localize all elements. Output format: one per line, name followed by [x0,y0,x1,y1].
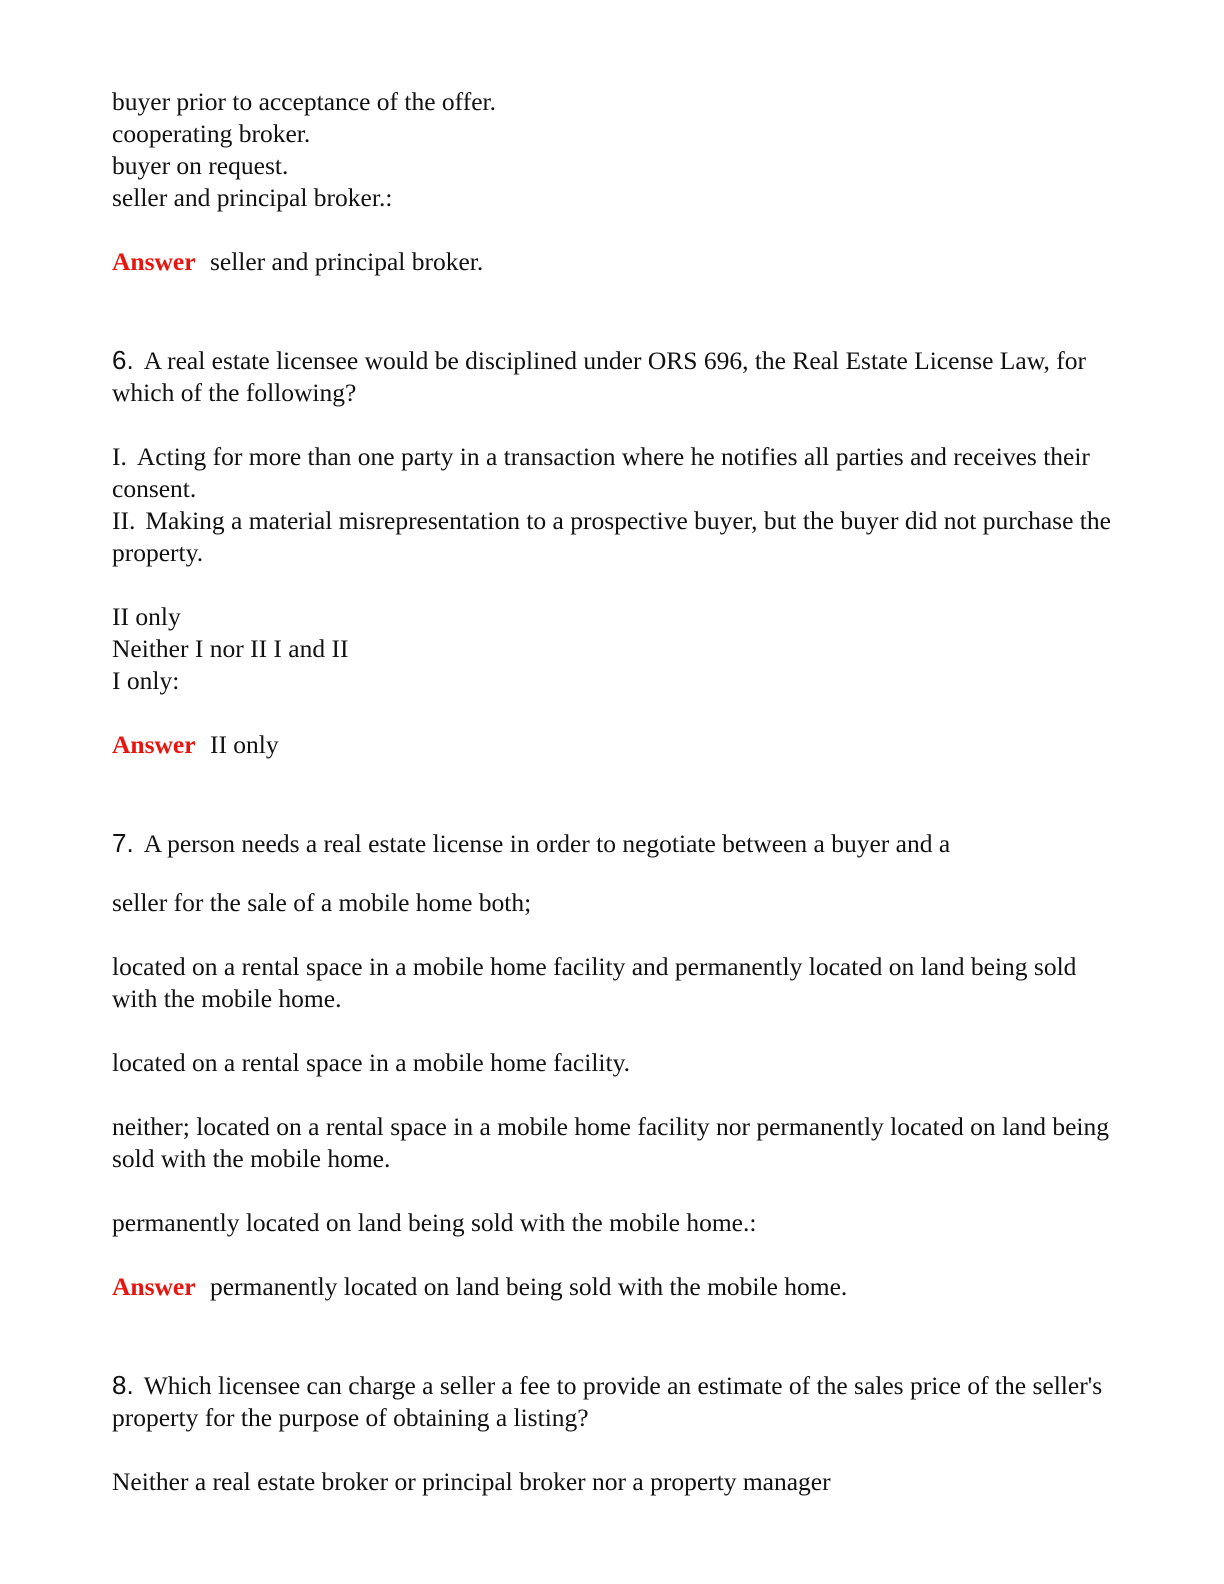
q7-answer [112,1271,1122,1303]
q7-question [112,827,1122,860]
document-page [112,86,1122,1498]
answer-label: Answer [112,247,196,276]
q8-option: Neither a real estate broker or principal broker nor a property manager [112,1467,831,1496]
q6-question [112,344,1122,409]
statement-text: Making a material misrepresentation to a prospective buyer, but the buyer did not purchase the property. [112,506,1111,567]
q5-option: cooperating broker. [112,119,311,148]
q5-option: buyer prior to acceptance of the offer. [112,87,496,116]
q7-question-continued: seller for the sale of a mobile home both; [112,888,532,917]
answer-text: II only [209,730,279,759]
question-number: 8. [112,1370,134,1400]
answer-label: Answer [112,1272,196,1301]
question-text: A person needs a real estate license in order to negotiate between a buyer and a [143,829,951,858]
question-text: A real estate licensee would be disciplined under ORS 696, the Real Estate License Law, for which of the following? [112,346,1086,407]
q6-option: II only [112,602,181,631]
q6-option: Neither I nor II I and II [112,634,349,663]
q8-question [112,1369,1122,1434]
question-text: Which licensee can charge a seller a fee to provide an estimate of the sales price of the seller's property for the purpose of obtaining a listing? [112,1371,1103,1432]
q6-statement [112,441,1122,505]
q5-option: seller and principal broker.: [112,183,393,212]
q7-option: permanently located on land being sold with the mobile home.: [112,1208,757,1237]
q6-statement [112,505,1122,569]
statement-text: Acting for more than one party in a transaction where he notifies all parties and receives their consent. [112,442,1090,503]
q6-option: I only: [112,666,180,695]
answer-text: permanently located on land being sold with the mobile home. [209,1272,848,1301]
answer-text: seller and principal broker. [209,247,484,276]
q6-answer [112,729,1122,761]
q5-option: buyer on request. [112,151,289,180]
q5-answer [112,246,1122,278]
question-number: 6. [112,345,134,375]
q6-options [112,601,1122,697]
q7-option: located on a rental space in a mobile home facility and permanently located on land being sold with the mobile home. [112,952,1077,1013]
question-number: 7. [112,828,134,858]
answer-label: Answer [112,730,196,759]
statement-numeral: II. [112,506,136,535]
statement-numeral: I. [112,442,127,471]
q7-option: located on a rental space in a mobile home facility. [112,1048,631,1077]
q6-statements [112,441,1122,569]
q5-options [112,86,1122,214]
q7-option: neither; located on a rental space in a mobile home facility nor permanently located on land being sold with the mobile home. [112,1112,1109,1173]
